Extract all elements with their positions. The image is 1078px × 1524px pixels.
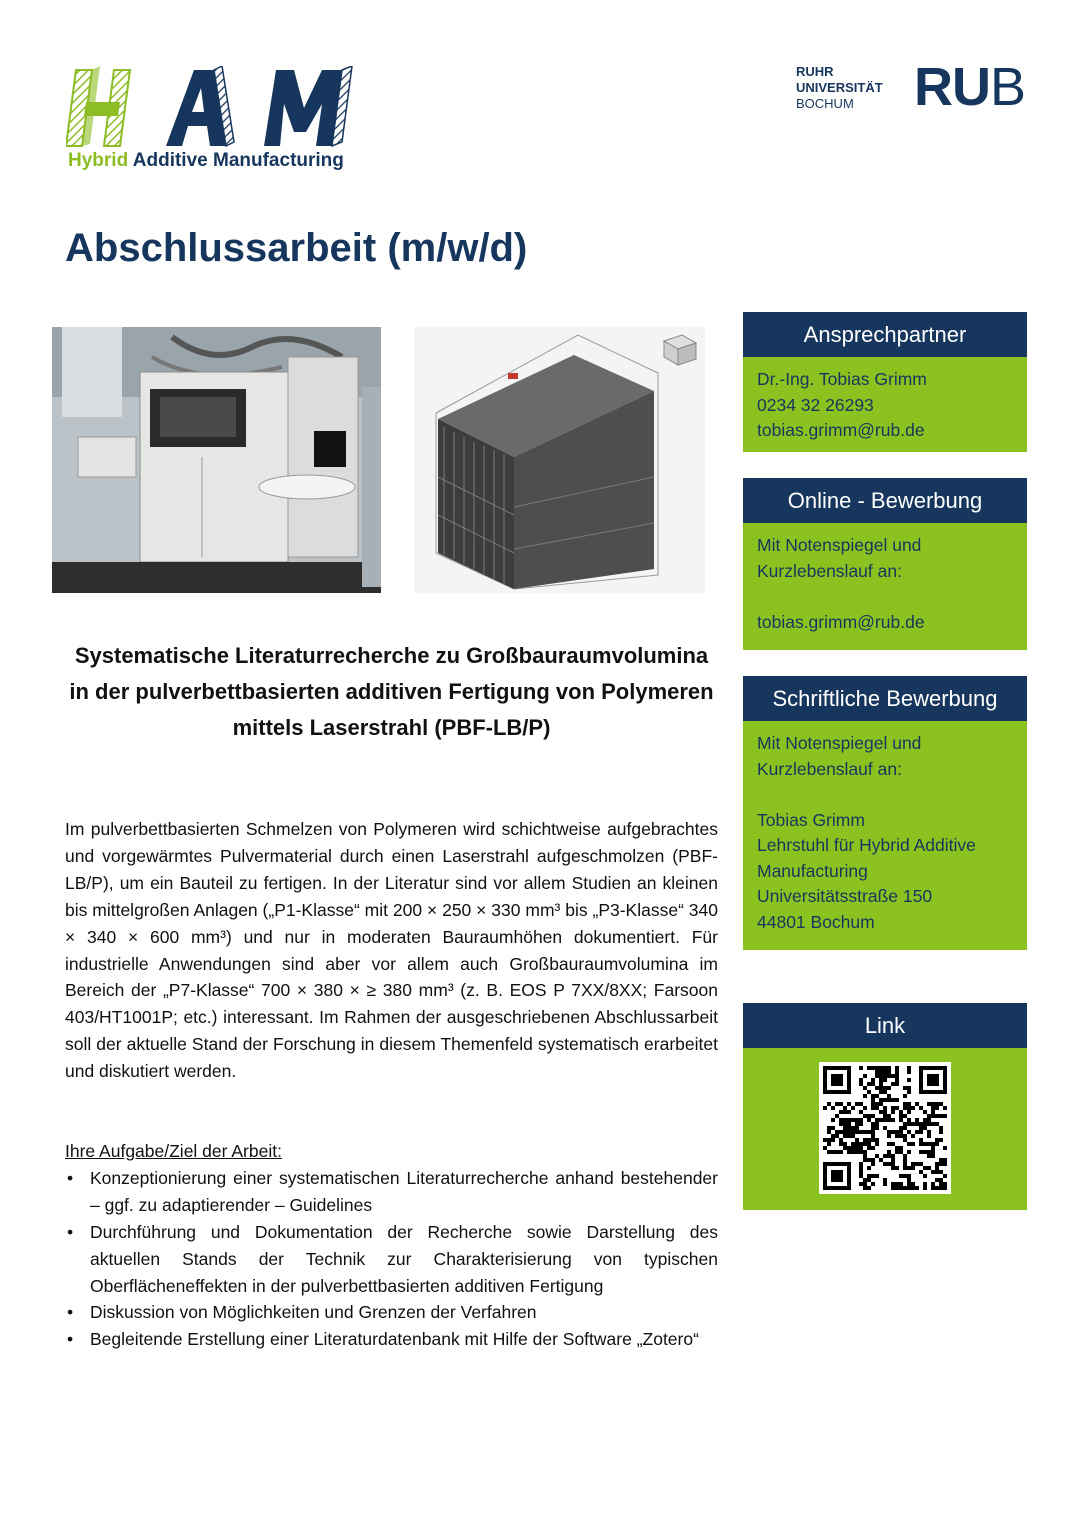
rub-line1: RUHR	[796, 64, 834, 79]
ham-logo	[66, 66, 356, 176]
ham-caption-hybrid: Hybrid	[68, 150, 129, 171]
online-line2: Kurzlebenslauf an:	[757, 560, 902, 581]
rub-logo	[796, 57, 1032, 122]
rub-wordmark	[796, 64, 883, 112]
qr-code[interactable]	[819, 1062, 951, 1194]
address-line: 44801 Bochum	[757, 911, 875, 932]
address-line: Manufacturing	[757, 860, 868, 881]
letter-h	[66, 66, 130, 146]
written-line1: Mit Notenspiegel und	[757, 733, 922, 753]
build-volume-render	[414, 327, 705, 593]
contact-phone[interactable]: 0234 32 26293	[757, 394, 874, 415]
letter-a	[166, 66, 234, 146]
rub-line3: BOCHUM	[796, 96, 854, 111]
rub-line2: UNIVERSITÄT	[796, 80, 883, 95]
address-line: Lehrstuhl für Hybrid Additive	[757, 835, 976, 855]
page-title: Abschlussarbeit (m/w/d)	[65, 226, 528, 270]
online-email-link[interactable]: tobias.grimm@rub.de	[757, 611, 925, 632]
rub-mark-ru: RU	[914, 57, 990, 117]
task-item: • Konzeptionierung einer systematischen Literaturrecherche anhand bestehender – ggf. zu adaptierender – Guidelines	[65, 1165, 718, 1219]
rub-mark-b: B	[990, 57, 1026, 117]
task-item: • Begleitende Erstellung einer Literaturdatenbank mit Hilfe der Software „Zotero“	[65, 1326, 718, 1353]
written-application-box	[743, 676, 1027, 950]
online-line1: Mit Notenspiegel und	[757, 535, 922, 555]
description-paragraph: Im pulverbettbasierten Schmelzen von Polymeren wird schichtweise aufgebrachtes und vorgewärmtes Pulvermaterial durch einen Laserstrahl aufgeschmolzen (PBF-LB/P), um ein Bauteil zu fertigen. In der Literatur sind vor allem Studien an kleinen bis mittelgroßen Anlagen („P1-Klasse“ mit 200 × 250 × 330 mm³ bis „P3-Klasse“ 340 × 340 × 600 mm³) und nur in moderaten Bauraumhöhen dokumentiert. Für industrielle Anwendungen sind aber vor allem auch Großbauraumvolumina im Bereich der „P7-Klasse“ 700 × 380 × ≥ 380 mm³ (z. B. EOS P 7XX/8XX; Farsoon 403/HT1001P; etc.) interessant. Im Rahmen der ausgeschriebenen Abschlussarbeit soll der aktuelle Stand der Forschung in diesem Themenfeld systematisch erarbeitet und diskutiert werden.	[65, 819, 718, 1082]
tasks-section	[65, 1138, 718, 1353]
written-line2: Kurzlebenslauf an:	[757, 758, 902, 779]
contact-name: Dr.-Ing. Tobias Grimm	[757, 369, 927, 389]
contact-email-link[interactable]: tobias.grimm@rub.de	[757, 420, 925, 440]
ham-letters-graphic	[66, 66, 356, 150]
task-item: • Durchführung und Dokumentation der Recherche sowie Darstellung des aktuellen Stands der Technik zur Charakterisierung von typischen Oberflächeneffekten in der pulverbettbasierten additiven Fertigung	[65, 1219, 718, 1300]
machine-photo	[52, 327, 381, 593]
letter-m	[264, 66, 352, 146]
contact-heading: Ansprechpartner	[743, 312, 1027, 357]
contact-box	[743, 312, 1027, 452]
rub-mark	[914, 56, 1025, 118]
ham-caption-am: Additive Manufacturing	[132, 150, 344, 171]
ham-caption	[68, 150, 344, 172]
online-heading: Online - Bewerbung	[743, 478, 1027, 523]
tasks-list	[65, 1165, 718, 1353]
task-item: • Diskussion von Möglichkeiten und Grenzen der Verfahren	[65, 1299, 718, 1326]
thesis-subtitle: Systematische Literaturrecherche zu Großbauraumvolumina in der pulverbettbasierten additiven Fertigung von Polymeren mittels Laserstrahl (PBF-LB/P)	[69, 643, 714, 740]
address-line: Tobias Grimm	[757, 809, 865, 830]
written-heading: Schriftliche Bewerbung	[743, 676, 1027, 721]
address-line: Universitätsstraße 150	[757, 886, 933, 906]
online-application-box	[743, 478, 1027, 650]
link-box	[743, 1003, 1027, 1210]
link-heading: Link	[743, 1003, 1027, 1048]
tasks-heading: Ihre Aufgabe/Ziel der Arbeit:	[65, 1141, 282, 1161]
